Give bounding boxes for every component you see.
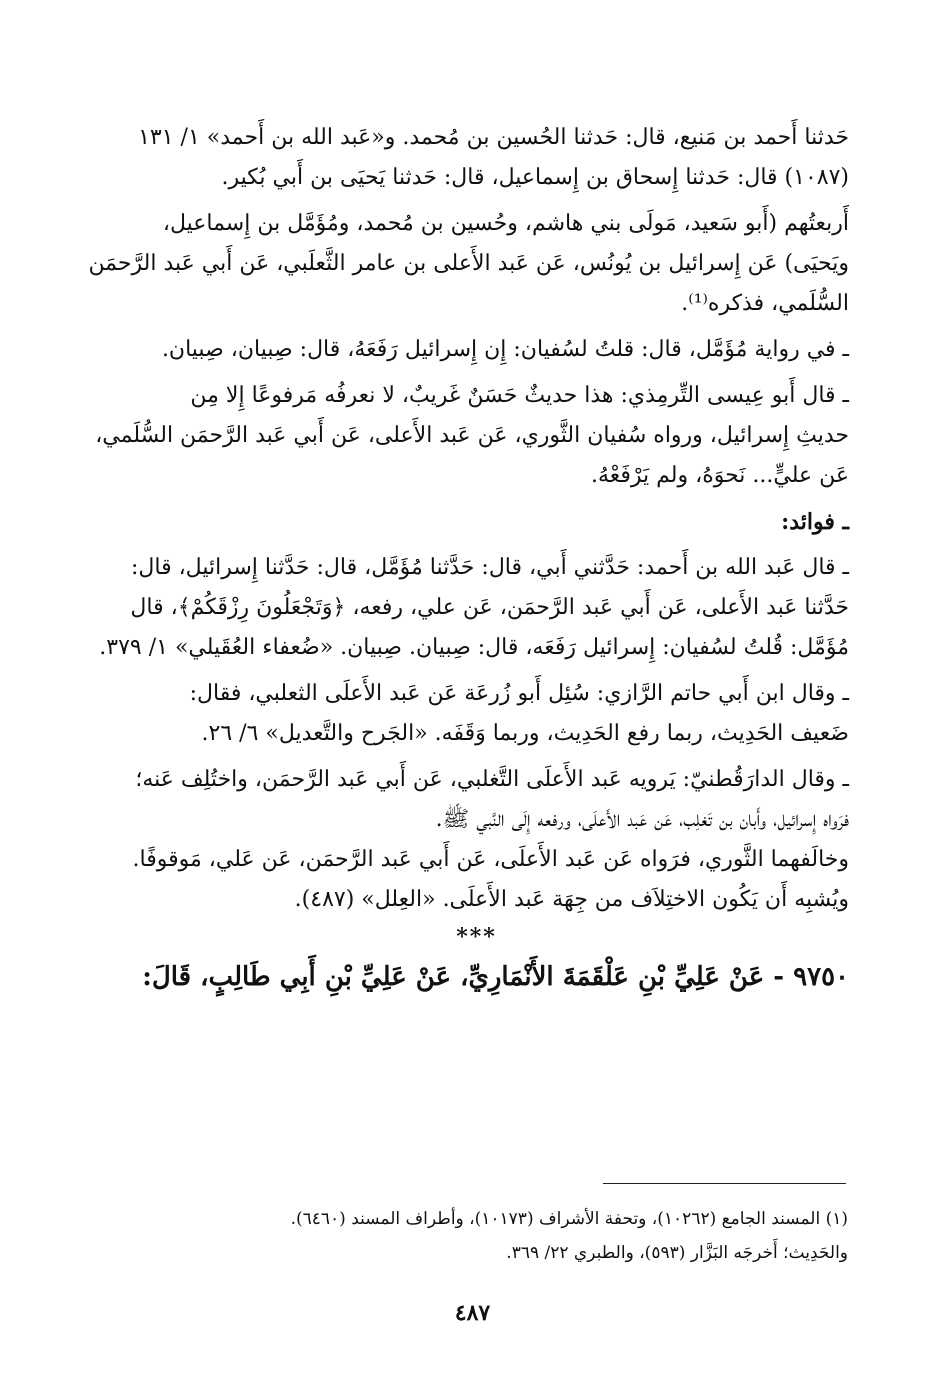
footnote-line: والحَدِيث؛ أَخرجَه البَزَّار (٥٩٣)، والطبري ٢٢/ ٣٦٩. bbox=[506, 1243, 848, 1263]
footnote-line: (١) المسند الجامع (١٠٢٦٢)، وتحفة الأشراف (١٠١٧٣)، وأطراف المسند (٦٤٦٠). bbox=[290, 1209, 848, 1229]
intro-paragraph bbox=[104, 118, 849, 198]
text-line: فرَواه إِسرائيل، وأَبان بن تَغلِب، عَن عَبد الأَعلَى، ورفعه إِلَى النَّبي ﷺ. bbox=[435, 807, 849, 832]
chain-paragraph bbox=[88, 204, 849, 324]
tirmidhi-paragraph bbox=[95, 376, 849, 496]
fawaid-heading-block bbox=[104, 502, 849, 542]
text-line: أَربعتُهم (أَبو سَعيد، مَولَى بني هاشم، وحُسين بن مُحمد، ومُؤَمَّل بن إِسماعيل، bbox=[162, 211, 849, 236]
text-line: ويُشبِه أَن يَكُون الاختِلاَف من جِهَة عَبد الأَعلَى. «العِلل» (٤٨٧). bbox=[294, 887, 849, 912]
fawaid-heading: ـ فوائد: bbox=[781, 509, 849, 535]
page-body bbox=[88, 118, 849, 1000]
abdullah-paragraph bbox=[99, 548, 849, 668]
text-line: ـ قال أَبو عِيسى التِّرمِذي: هذا حديثٌ حَسَنٌ غَريبٌ، لا نعرفُه مَرفوعًا إِلا مِن bbox=[190, 383, 849, 408]
text-line: مُؤَمَّل: قُلتُ لسُفيان: إِسرائيل رَفَعَه، قال: صِبيان. صِبيان. «ضُعفاء العُقَيلي» ١/ ٣٧٩. bbox=[99, 635, 849, 660]
footnotes bbox=[180, 1202, 848, 1270]
hadith-number: ٩٧٥٠ bbox=[793, 962, 849, 992]
abihatim-paragraph bbox=[104, 674, 849, 754]
next-hadith-heading bbox=[104, 954, 849, 1000]
text-line: حديثِ إِسرائيل، ورواه سُفيان الثَّوري، عَن عَبد الأَعلى، عَن أَبي عَبد الرَّحمَن السُّلَمي، bbox=[95, 423, 849, 448]
text-line: ـ وقال ابن أَبي حاتم الرَّازي: سُئِل أَبو زُرعَة عَن عَبد الأَعلَى الثعلبي، فقال: bbox=[189, 681, 849, 706]
text-line: وخالَفهما الثَّوري، فرَواه عَن عَبد الأَعلَى، عَن أَبي عَبد الرَّحمَن، عَن عَلي، مَوقوفًا. bbox=[132, 847, 849, 872]
muammal-note-paragraph bbox=[104, 330, 849, 370]
page-number: ٤٨٧ bbox=[454, 1300, 491, 1326]
daraqutni-paragraph bbox=[104, 760, 849, 920]
text-line: ويَحيَى) عَن إِسرائيل بن يُونُس، عَن عَبد الأَعلى بن عامر الثَّعلَبي، عَن أَبي عَبد الرَّحمَن bbox=[88, 251, 849, 276]
footnote-divider bbox=[603, 1183, 846, 1184]
text-line: حَدثنا أَحمد بن مَنيع، قال: حَدثنا الحُسين بن مُحمد. و«عَبد الله بن أَحمد» ١/ ١٣١ bbox=[138, 125, 849, 150]
text-line: ـ وقال الدارَقُطنيّ: يَرويه عَبد الأَعلَى التَّغلبي، عَن أَبي عَبد الرَّحمَن، واختُلِف عَنه؛ bbox=[135, 767, 849, 792]
text-line: حَدَّثنا عَبد الأَعلى، عَن أَبي عَبد الرَّحمَن، عَن علي، رفعه، ﴿وَتَجْعَلُونَ رِزْقَكُمْ﴾، قال bbox=[130, 595, 849, 620]
text-line: ضَعيف الحَدِيث، ربما رفع الحَدِيث، وربما وَقَفَه. «الجَرح والتَّعديل» ٦/ ٢٦. bbox=[201, 721, 849, 746]
section-separator: *** bbox=[456, 924, 497, 950]
hadith-opening-text: - عَنْ عَلِيِّ بْنِ عَلْقَمَةَ الأَنْمَارِيِّ، عَنْ عَلِيِّ بْنِ أَبِي طَالِبٍ، قَالَ: bbox=[142, 962, 785, 992]
text-line: ـ في رواية مُؤَمَّل، قال: قلتُ لسُفيان: إِن إِسرائيل رَفَعَهُ، قال: صِبيان، صِبيان. bbox=[161, 337, 849, 362]
text-line: عَن عليٍّ... نَحوَهُ، ولم يَرْفَعْهُ. bbox=[590, 463, 849, 488]
text-line: السُّلَمي، فذكره⁽¹⁾. bbox=[681, 291, 849, 316]
text-line: ـ قال عَبد الله بن أَحمد: حَدَّثني أَبي، قال: حَدَّثنا مُؤَمَّل، قال: حَدَّثنا إِسرائيل، قال: bbox=[130, 555, 849, 580]
text-line: (١٠٨٧) قال: حَدثنا إِسحاق بن إِسماعيل، قال: حَدثنا يَحيَى بن أَبي بُكير. bbox=[221, 165, 849, 190]
